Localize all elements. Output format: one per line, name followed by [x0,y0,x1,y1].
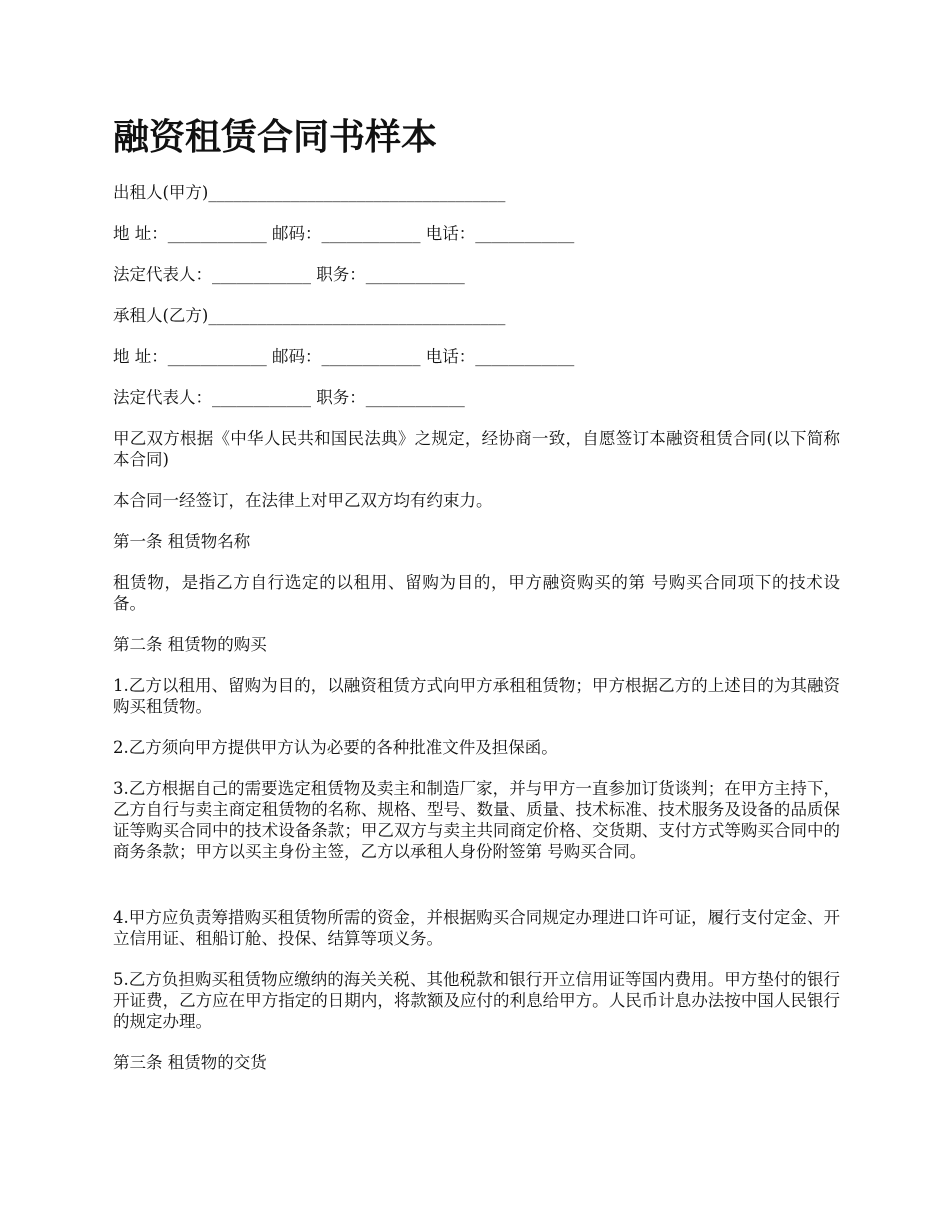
lessee-address-line: 地 址：____________ 邮码：____________ 电话：____________ [113,347,575,366]
article-2-clause-2: 2.乙方须向甲方提供甲方认为必要的各种批准文件及担保函。 [113,738,558,757]
lessee-representative-line: 法定代表人：____________ 职务：____________ [113,388,465,407]
article-1-body: 租赁物，是指乙方自行选定的以租用、留购为目的，甲方融资购买的第 号购买合同项下的技术设备。 [113,573,840,613]
article-2-heading: 第二条 租赁物的购买 [113,635,267,654]
document-title: 融资租赁合同书样本 [113,116,438,158]
article-2-clause-5: 5.乙方负担购买租赁物应缴纳的海关关税、其他税款和银行开立信用证等国内费用。甲方垫付的银行开证费，乙方应在甲方指定的日期内，将款额及应付的利息给甲方。人民币计息办法按中国人民银行的规定办理。 [113,970,840,1031]
lessor-address-line: 地 址：____________ 邮码：____________ 电话：____________ [113,224,575,243]
lessor-representative-line: 法定代表人：____________ 职务：____________ [113,265,465,284]
preamble-paragraph: 甲乙双方根据《中华人民共和国民法典》之规定，经协商一致，自愿签订本融资租赁合同(以下简称本合同) [113,429,840,469]
article-1-heading: 第一条 租赁物名称 [113,532,251,551]
article-2-clause-4: 4.甲方应负责筹措购买租赁物所需的资金，并根据购买合同规定办理进口许可证，履行支付定金、开立信用证、租船订舱、投保、结算等项义务。 [113,908,840,948]
article-2-clause-3: 3.乙方根据自己的需要选定租赁物及卖主和制造厂家，并与甲方一直参加订货谈判；在甲方主持下，乙方自行与卖主商定租赁物的名称、规格、型号、数量、质量、技术标准、技术服务及设备的品质保证等购买合同中的技术设备条款；甲乙双方与卖主共同商定价格、交货期、支付方式等购买合同中的商务条款；甲方以买主身份主签，乙方以承租人身份附签第 号购买合同。 [113,779,840,861]
article-2-clause-1: 1.乙方以租用、留购为目的，以融资租赁方式向甲方承租租赁物；甲方根据乙方的上述目的为其融资购买租赁物。 [113,676,840,716]
article-3-heading: 第三条 租赁物的交货 [113,1053,267,1072]
lessee-name-line: 承租人(乙方)____________________________________ [113,306,506,325]
binding-force-paragraph: 本合同一经签订，在法律上对甲乙双方均有约束力。 [113,491,493,510]
lessor-name-line: 出租人(甲方)____________________________________ [113,183,506,202]
